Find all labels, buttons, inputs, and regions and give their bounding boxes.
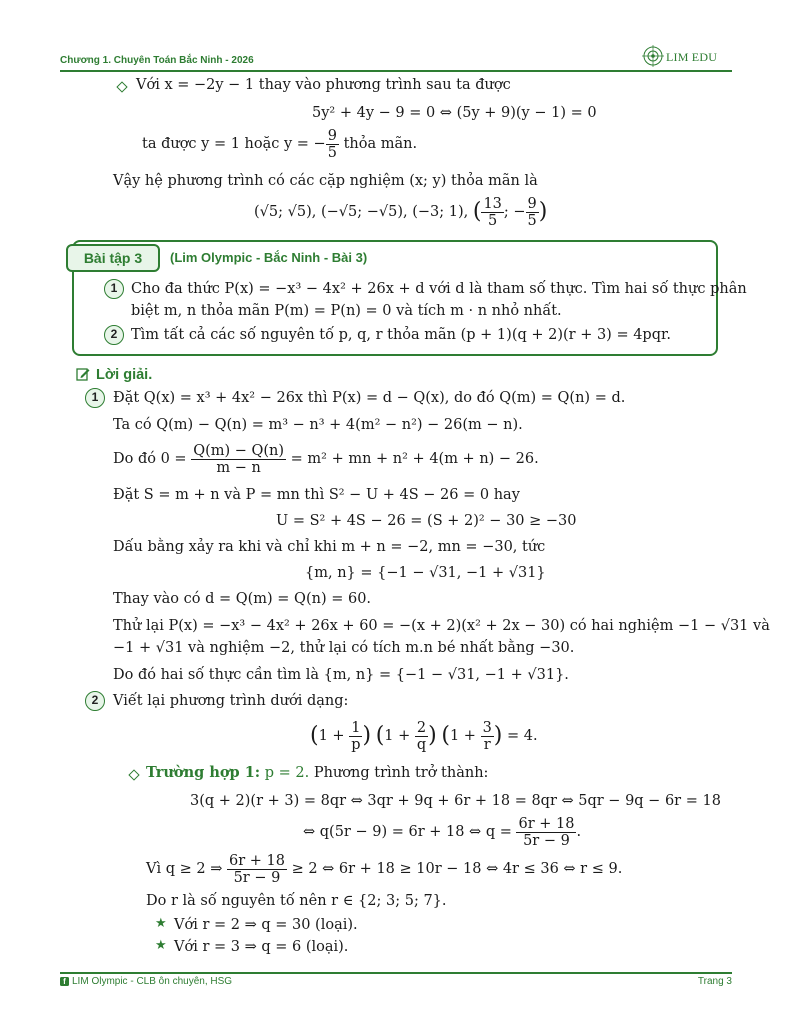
solution-line: Viết lại phương trình dưới dạng: <box>113 693 349 709</box>
fraction: $\frac{1}{p}$ <box>351 719 361 753</box>
solution-heading: Lời giải. <box>96 367 153 383</box>
solution-line: Do r là số nguyên tố nên r ∈ {2; 3; 5; 7}. <box>146 893 447 909</box>
fraction <box>326 128 339 161</box>
solution-line: Thay vào có d = Q(m) = Q(n) = 60. <box>113 591 372 607</box>
solution-line: Vì q ≥ 2 ⇒ $\frac{6r + 18}{5r - 9}$ ≥ 2 ⇔ 6r + 18 ≥ 10r − 18 ⇔ 4r ≤ 36 ⇔ r ≤ 9. <box>146 852 623 886</box>
star-bullet-icon: ★ <box>155 916 167 931</box>
page-number: Trang 3 <box>697 976 732 987</box>
exercise-part1-line1: Cho đa thức P(x) = −x³ − 4x² + 26x + d với d là tham số thực. Tìm hai số thực phân <box>131 281 747 297</box>
exercise-source: (Lim Olympic - Bắc Ninh - Bài 3) <box>170 250 368 265</box>
part-marker: 1 <box>85 388 105 408</box>
solutions-text: (√5; √5), (−√5; −√5), (−3; 1), <box>254 204 469 220</box>
diamond-bullet-icon <box>116 81 127 92</box>
part-marker: 2 <box>104 325 124 345</box>
fraction: $\frac{6r + 18}{5r - 9}$ <box>518 815 575 849</box>
fraction: $\frac{9}{5}$ <box>527 195 537 229</box>
fraction: $\frac{2}{q}$ <box>416 719 427 753</box>
subcase-line: Với r = 2 ⇒ q = 30 (loại). <box>174 917 358 933</box>
diamond-bullet-icon <box>128 769 139 780</box>
display-equation: ⇔ q(5r − 9) = 6r + 18 ⇔ q = $\frac{6r + 18}{5r - 9}$ . <box>303 815 582 849</box>
subcase-line: Với r = 3 ⇒ q = 6 (loại). <box>174 939 349 955</box>
solution-line: Đặt S = m + n và P = mn thì S² − U + 4S − 26 = 0 hay <box>113 487 520 503</box>
solutions-line: (√5; √5), (−√5; −√5), (−3; 1), ( $\frac{13}{5}$ ; − $\frac{9}{5}$ ) <box>254 195 548 229</box>
solution-line: Do đó 0 = $\frac{Q(m) - Q(n)}{m - n}$ = m² + mn + n² + 4(m + n) − 26. <box>113 442 539 476</box>
solution-line: Do đó hai số thực cần tìm là {m, n} = {−1 − √31, −1 + √31}. <box>113 667 569 683</box>
solution-line: Thử lại P(x) = −x³ − 4x² + 26x + 60 = −(x + 2)(x² + 2x − 30) có hai nghiệm −1 − √31 và <box>113 618 770 634</box>
facebook-icon: f <box>60 977 69 986</box>
fraction: $\frac{6r + 18}{5r - 9}$ <box>228 852 285 886</box>
case-line: Với x = −2y − 1 thay vào phương trình sau ta được <box>136 77 511 93</box>
star-bullet-icon: ★ <box>155 938 167 953</box>
result-line <box>142 126 417 162</box>
display-equation: U = S² + 4S − 26 = (S + 2)² − 30 ≥ −30 <box>276 513 577 529</box>
part-marker: 1 <box>104 279 124 299</box>
exercise-tab: Bài tập 3 <box>66 244 160 272</box>
fraction: $\frac{13}{5}$ <box>483 195 502 229</box>
display-equation: 3(q + 2)(r + 3) = 8qr ⇔ 3qr + 9q + 6r + 18 = 8qr ⇔ 5qr − 9q − 6r = 18 <box>190 793 721 809</box>
solution-line: Đặt Q(x) = x³ + 4x² − 26x thì P(x) = d − Q(x), do đó Q(m) = Q(n) = d. <box>113 390 626 406</box>
fraction-numerator: 9 <box>327 127 337 144</box>
result-text: thỏa mãn. <box>343 136 418 152</box>
fraction: $\frac{Q(m) - Q(n)}{m - n}$ <box>193 442 285 476</box>
display-equation: 5y² + 4y − 9 = 0 ⇔ (5y + 9)(y − 1) = 0 <box>312 105 597 121</box>
solution-line: −1 + √31 và nghiệm −2, thử lại có tích m.n bé nhất bằng −30. <box>113 640 575 656</box>
footer-divider <box>60 972 732 974</box>
solution-line: Dấu bằng xảy ra khi và chỉ khi m + n = −2, mn = −30, tức <box>113 539 546 555</box>
result-text: ta được y = 1 hoặc y = − <box>142 136 326 152</box>
part-marker: 2 <box>85 691 105 711</box>
logo-text: LIM EDU <box>666 50 718 64</box>
footer-left-text: LIM Olympic - CLB ôn chuyên, HSG <box>72 976 233 987</box>
exercise-part1-line2: biệt m, n thỏa mãn P(m) = P(n) = 0 và tích m · n nhỏ nhất. <box>131 303 562 319</box>
conclusion-line: Vậy hệ phương trình có các cặp nghiệm (x; y) thỏa mãn là <box>113 173 538 189</box>
case-heading: Trường hợp 1: p = 2. Phương trình trở thành: <box>146 764 489 781</box>
solution-line: Ta có Q(m) − Q(n) = m³ − n³ + 4(m² − n²) − 26(m − n). <box>113 417 523 433</box>
exercise-part2-line1: Tìm tất cả các số nguyên tố p, q, r thỏa mãn (p + 1)(q + 2)(r + 3) = 4pqr. <box>131 327 671 343</box>
edit-icon <box>76 367 90 381</box>
fraction-denominator: 5 <box>327 144 337 161</box>
display-equation: (1 + $\frac{1}{p}$ ) (1 + $\frac{2}{q}$ ) (1 + $\frac{3}{r}$ ) = 4. <box>310 719 538 753</box>
chapter-title: Chương 1. Chuyên Toán Bắc Ninh - 2026 <box>60 55 254 66</box>
fraction: $\frac{3}{r}$ <box>482 719 492 753</box>
display-equation: {m, n} = {−1 − √31, −1 + √31} <box>305 565 546 581</box>
